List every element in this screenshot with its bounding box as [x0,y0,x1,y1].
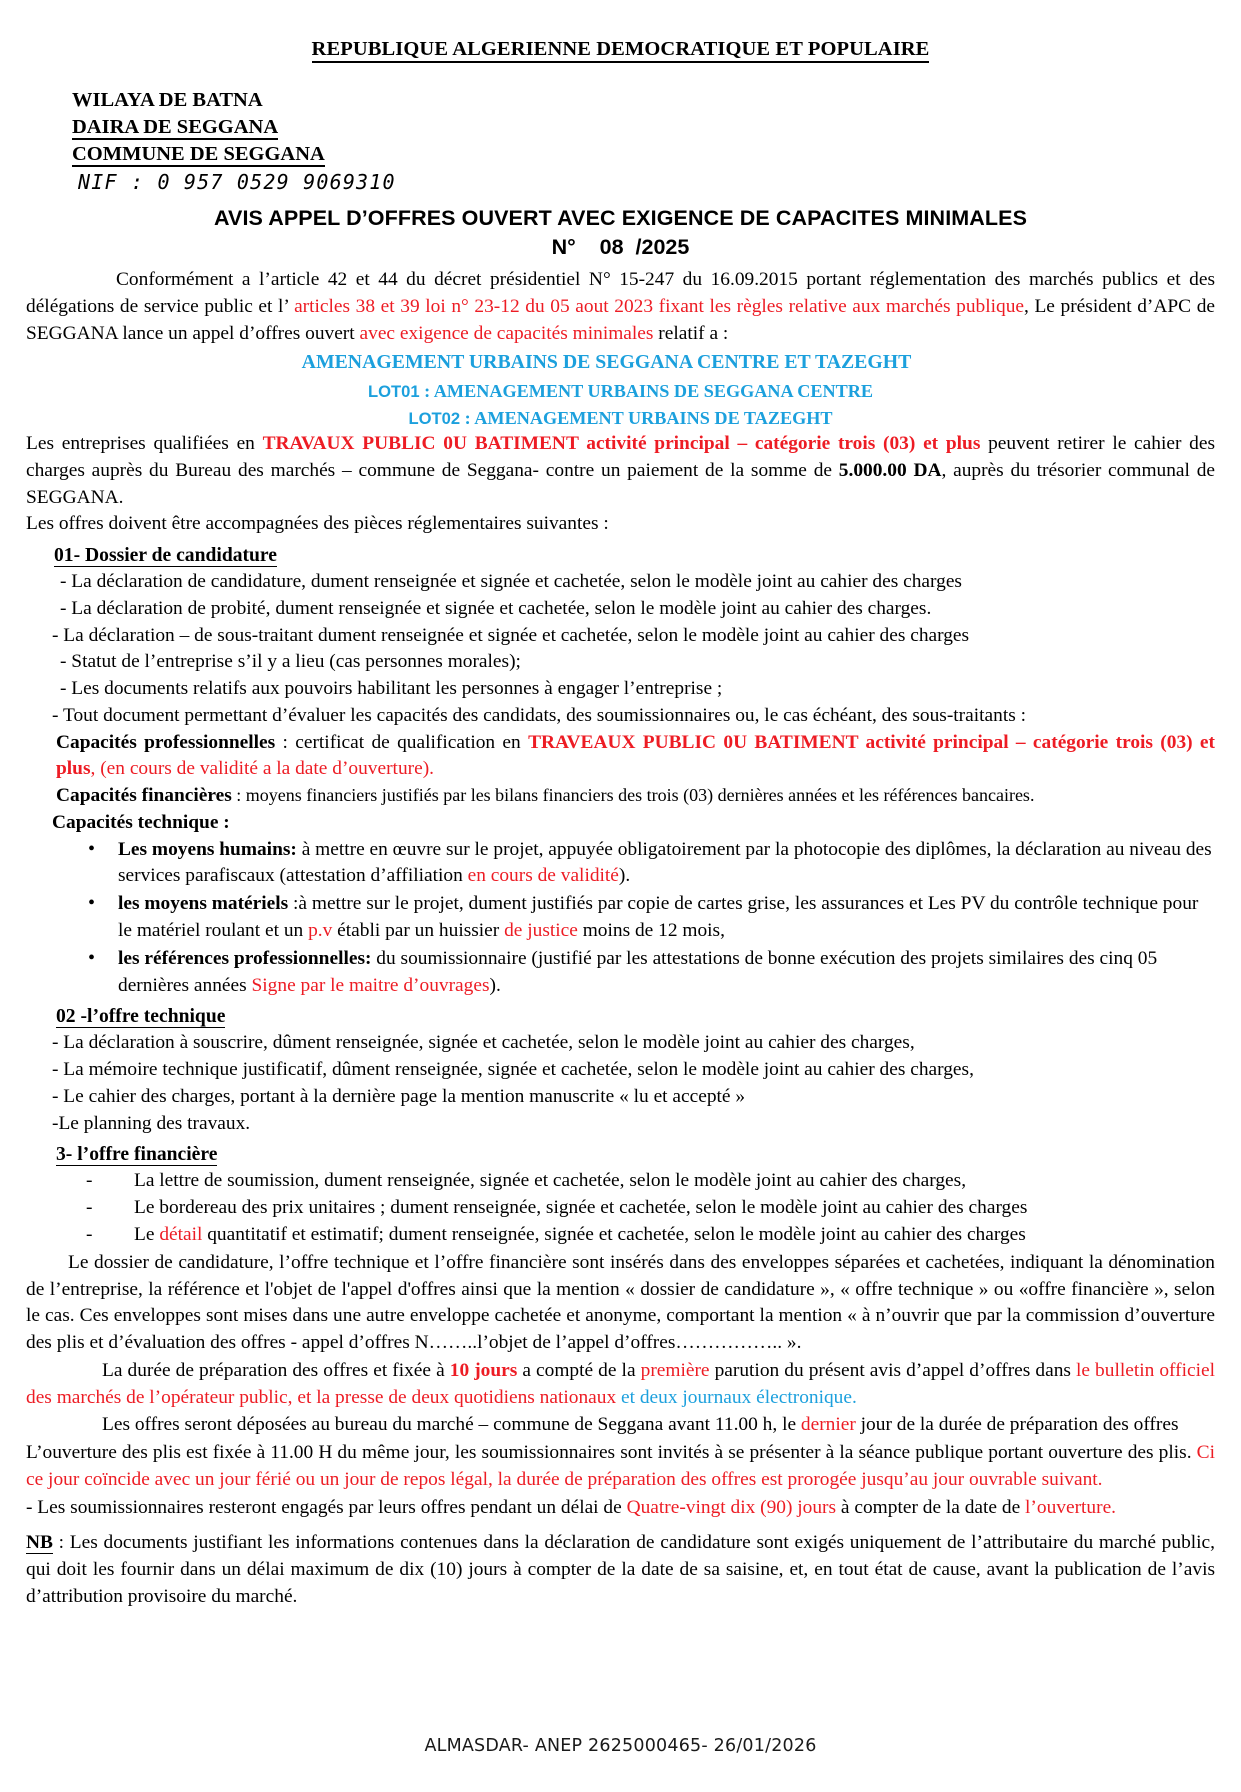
duration-paragraph [26,1358,1215,1412]
tech-2-text: :à mettre sur le projet, dument justifiés par copie de cartes grise, les assurances et Les PV du contrôle technique pour le matériel roulant et un [118,893,1199,942]
section3-3-red: détail [159,1223,203,1245]
lot-line-02 [26,406,1215,431]
section2-item-4: -Le planning des travaux. [52,1112,251,1134]
cap-pro-red-bold: TRAVEAUX PUBLIC 0U BATIMENT activité principal – catégorie trois (03) et plus [56,731,1215,780]
lot01-sep: : [419,380,434,401]
opening-paragraph [26,1440,1215,1494]
tech-2-tail: moins de 12 mois, [577,920,725,942]
qual-red: TRAVAUX PUBLIC 0U BATIMENT activité principal – catégorie trois (03) et plus [262,432,981,454]
footer-anep-reference: ALMASDAR- ANEP 2625000465- 26/01/2026 [424,1736,817,1756]
eng-p2: à compter de la date de [836,1496,1026,1518]
nif-line: NIF : 0 957 0529 9069310 [78,170,396,195]
deposit-paragraph [26,1412,1215,1439]
section1-item-2: - La déclaration de probité, dument renseignée et signée et cachetée, selon le modèle joint au cahier des charges. [60,597,932,619]
cap-pro-red-rest: , (en cours de validité a la date d’ouverture). [90,758,435,780]
dep-p2: jour de la durée de préparation des offres [855,1414,1179,1436]
wilaya-line: WILAYA DE BATNA [72,89,263,111]
eng-red2: l’ouverture. [1025,1496,1117,1518]
tech-2-red: p.v [308,920,333,942]
lot01-label: LOT01 [367,381,420,401]
tech-3-tail: ). [489,974,501,996]
intro-red2: avec exigence de capacités minimales [359,322,654,344]
dur-blue1: et deux [616,1386,683,1408]
section2-item-3: - Le cahier des charges, portant à la dernière page la mention manuscrite « lu et accepté » [52,1085,746,1107]
lot02-text: AMENAGEMENT URBAINS DE TAZEGHT [474,407,833,428]
tech-2-red2: de justice [504,920,578,942]
dep-p1: Les offres seront déposées au bureau du marché – commune de Seggana avant 11.00 h, le [102,1414,801,1436]
daira-line: DAIRA DE SEGGANA [72,116,279,139]
capacites-financieres [56,783,1215,810]
section3-list [26,1168,1215,1248]
section1-item-6: - Tout document permettant d’évaluer les capacités des candidats, des soumissionnaires ou, le cas échéant, des sous-traitants : [52,704,1026,726]
qual-part1: Les entreprises qualifiées en [26,432,263,454]
cap-pro-mid: : certificat de qualification en [275,731,529,753]
notice-title: AVIS APPEL D’OFFRES OUVERT AVEC EXIGENCE DE CAPACITES MINIMALES [213,206,1028,231]
enveloppes-paragraph [26,1250,1215,1357]
section3-3-pre: Le [134,1223,160,1245]
intro-part1: Conformément a l’article 42 et 44 du décret présidentiel N° 15-247 du 16.09.2015 portant réglementation des marchés publics et des délégations de service public et l’ [26,269,1215,317]
qualification-paragraph [26,431,1215,511]
cap-pro-label: Capacités professionnelles [56,731,276,753]
commune-line: COMMUNE DE SEGGANA [72,143,325,166]
section3-item-1: - La lettre de soumission, dument renseignée, signée et cachetée, selon le modèle joint au cahier des charges, [134,1168,1215,1195]
tech-2-text2: établi par un huissier [332,920,505,942]
section2-item-2: - La mémoire technique justificatif, dûment renseignée, signée et cachetée, selon le modèle joint au cahier des charges, [52,1059,974,1081]
capacites-professionnelles [56,730,1215,784]
intro-red1: articles 38 et 39 loi n° 23-12 du 05 aout 2023 fixant les règles relative aux marchés publique [294,295,1024,317]
dur-red-bold: 10 jours [449,1359,518,1381]
cap-fin-text: : moyens financiers justifiés par les bilans financiers des trois (03) dernières années et les références bancaires. [231,785,1035,806]
enveloppes-text: Le dossier de candidature, l’offre technique et l’offre financière sont insérés dans des enveloppes séparées et cachetées, indiquant la dénomination de l’entreprise, la référence et l'objet de l'appel d'offres ainsi que la mention « dossier de candidature », « offre technique » ou «offre financière », selon le cas. Ces enveloppes sont mises dans une autre enveloppe cachetée et anonyme, comportant la mention « à n’ouvrir que par la commission d’ouverture des plis et d’évaluation des offres - appel d’offres N……..l’objet de l’appel d’offres…………….. ». [26,1251,1215,1354]
eng-red1: Quatre-vingt dix (90) jours [626,1496,837,1518]
engagement-paragraph [26,1495,1215,1522]
qual-part3: , auprès du trésorier communal de SEGGANA. [26,459,1215,508]
dur-red1: première [640,1359,710,1381]
dep-red: dernier [800,1414,856,1436]
intro-paragraph [26,267,1215,347]
section3-3-post: quantitatif et estimatif; dument renseignée, signée et cachetée, selon le modèle joint au cahier des charges [202,1223,1026,1245]
notice-number: N° 08 /2025 [551,235,690,260]
tech-item-references-professionnelles [118,946,1215,1000]
object-main-title: AMENAGEMENT URBAINS DE SEGGANA CENTRE ET TAZEGHT [301,351,912,374]
dur-blue2: journaux électronique. [682,1386,857,1408]
section1-item-1: - La déclaration de candidature, dument renseignée et signée et cachetée, selon le modèle joint au cahier des charges [60,571,962,593]
section1-item-4: - Statut de l’entreprise s’il y a lieu (cas personnes morales); [60,651,521,673]
open-red: Ci ce jour coïncide avec un jour férié ou un jour de repos légal, la durée de préparation des offres est prorogée jusqu’au jour ouvrable suivant. [26,1442,1215,1490]
section2-item-1: - La déclaration à souscrire, dûment renseignée, signée et cachetée, selon le modèle joint au cahier des charges, [52,1032,915,1054]
nb-label: NB [26,1532,53,1554]
pieces-intro: Les offres doivent être accompagnées des pièces réglementaires suivantes : [26,513,609,535]
tech-1-bold: Les moyens humains: [118,838,297,860]
section1-heading: 01- Dossier de candidature [54,545,277,567]
nb-text: : Les documents justifiant les informations contenues dans la déclaration de candidature sont exigés uniquement de l’attributaire du marché public, qui doit les fournir dans un délai maximum de dix (10) jours à compter de la date de sa saisine, et, en tout état de cause, avant la publication de l’avis d’attribution provisoire du marché. [26,1532,1215,1607]
intro-part3: relatif a : [653,322,729,344]
section3-item-3 [134,1222,1215,1249]
lot02-label: LOT02 [408,408,461,428]
cap-fin-label: Capacités financières [56,785,232,807]
tech-item-moyens-humains [118,837,1215,891]
qual-part2: peuvent retirer le cahier des charges auprès du Bureau des marchés – commune de Seggana- contre un paiement de la somme de [26,432,1215,481]
capacites-technique-label: Capacités technique : [52,811,230,833]
section1-item-3: - La déclaration – de sous-traitant dument renseignée et signée et cachetée, selon le modèle joint au cahier des charges [52,624,970,646]
intro-part2: , Le président d’APC de SEGGANA lance un appel d’offres ouvert [26,295,1215,344]
tech-1-red: en cours de validité [467,865,619,887]
tech-1-text: à mettre en œuvre sur le projet, appuyée obligatoirement par la photocopie des diplômes, la déclaration au niveau des services parafiscaux (attestation d’affiliation [118,838,1212,887]
national-title: REPUBLIQUE ALGERIENNE DEMOCRATIQUE ET POPULAIRE [0,38,1241,61]
tech-2-bold: les moyens matériels [118,893,289,915]
section2-heading: 02 -l’offre technique [56,1006,226,1028]
document-page [0,38,1241,1792]
nb-paragraph [26,1530,1215,1610]
tech-item-moyens-materiels [118,891,1215,945]
section3-heading: 3- l’offre financière [56,1144,218,1166]
tech-1-tail: ). [618,865,631,887]
section1-item-5: - Les documents relatifs aux pouvoirs habilitant les personnes à engager l’entreprise ; [60,678,723,700]
qual-amount: 5.000.00 DA [838,459,942,481]
section3-item-2: - Le bordereau des prix unitaires ; dument renseignée, signée et cachetée, selon le modèle joint au cahier des charges [134,1195,1215,1222]
dur-red2: le bulletin officiel des marchés de l’opérateur public, et la presse de deux quotidiens nationaux [26,1359,1215,1408]
document-body [26,267,1215,1611]
eng-p1: - Les soumissionnaires resteront engagés par leurs offres pendant un délai de [26,1496,627,1518]
tech-3-text: du soumissionnaire (justifié par les attestations de bonne exécution des projets similaires des cinq 05 dernières années [118,947,1158,996]
tech-3-bold: les références professionnelles: [118,947,372,969]
lot02-sep: : [460,407,475,428]
lot01-text: AMENAGEMENT URBAINS DE SEGGANA CENTRE [433,380,874,401]
dur-p1: La durée de préparation des offres et fixée à [102,1359,450,1381]
dur-p2: a compté de la [517,1359,641,1381]
dur-p3: parution du présent avis d’appel d’offres dans [709,1359,1076,1381]
admin-header-block [72,87,1241,168]
lot-line-01 [26,379,1215,404]
capacites-technique-list [26,837,1215,1000]
tech-3-red: Signe par le maitre d’ouvrages [251,974,490,996]
open-p1: L’ouverture des plis est fixée à 11.00 H du même jour, les soumissionnaires sont invités à se présenter à la séance publique portant ouverture des plis. [26,1442,1197,1464]
